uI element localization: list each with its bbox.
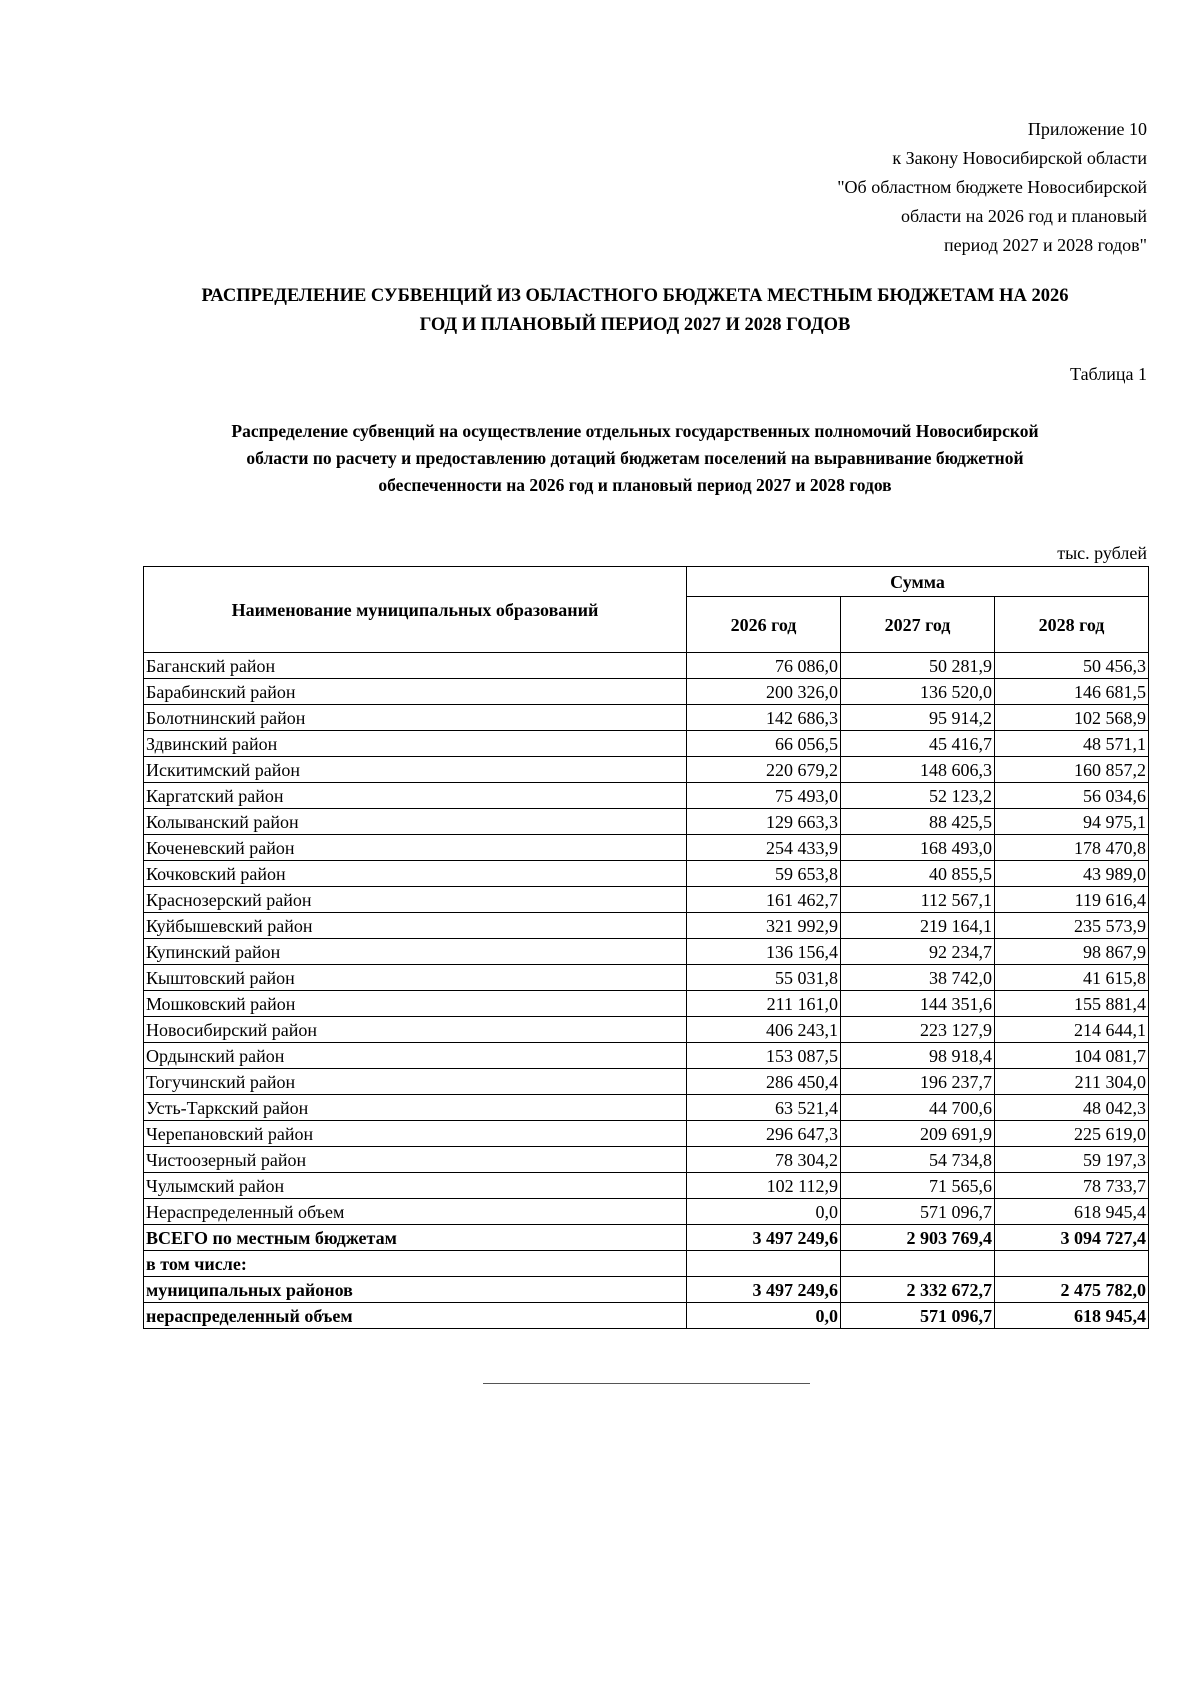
table-row: [144, 861, 1149, 887]
value-2027-cell: 45 416,7: [841, 731, 995, 757]
value-2027-cell: 98 918,4: [841, 1043, 995, 1069]
value-2026-cell: 254 433,9: [687, 835, 841, 861]
municipality-name-cell: Мошковский район: [144, 991, 687, 1017]
value-2028-cell: 2 475 782,0: [995, 1277, 1149, 1303]
value-2027-cell: 168 493,0: [841, 835, 995, 861]
municipality-name-cell: Здвинский район: [144, 731, 687, 757]
sum-column-header: Сумма: [687, 567, 1149, 597]
value-2027-cell: 148 606,3: [841, 757, 995, 783]
value-2028-cell: 214 644,1: [995, 1017, 1149, 1043]
value-2028-cell: 3 094 727,4: [995, 1225, 1149, 1251]
municipality-name-cell: Чулымский район: [144, 1173, 687, 1199]
value-2028-cell: 41 615,8: [995, 965, 1149, 991]
main-title-line: ГОД И ПЛАНОВЫЙ ПЕРИОД 2027 И 2028 ГОДОВ: [419, 315, 851, 335]
value-2028-cell: 48 042,3: [995, 1095, 1149, 1121]
value-2026-cell: 59 653,8: [687, 861, 841, 887]
table-body: [144, 653, 1149, 1329]
total-row: [144, 1277, 1149, 1303]
municipality-name-cell: Ордынский район: [144, 1043, 687, 1069]
value-2028-cell: [995, 1251, 1149, 1277]
value-2026-cell: 211 161,0: [687, 991, 841, 1017]
total-row: [144, 1303, 1149, 1329]
value-2028-cell: 98 867,9: [995, 939, 1149, 965]
value-2026-cell: 78 304,2: [687, 1147, 841, 1173]
table-row: [144, 1043, 1149, 1069]
value-2026-cell: 142 686,3: [687, 705, 841, 731]
value-2026-cell: 63 521,4: [687, 1095, 841, 1121]
appendix-line: период 2027 и 2028 годов": [944, 235, 1147, 255]
value-2027-cell: 223 127,9: [841, 1017, 995, 1043]
table-row: [144, 939, 1149, 965]
value-2026-cell: 296 647,3: [687, 1121, 841, 1147]
value-2026-cell: 75 493,0: [687, 783, 841, 809]
table-row: [144, 809, 1149, 835]
value-2028-cell: 119 616,4: [995, 887, 1149, 913]
appendix-header: [837, 115, 1147, 260]
municipality-name-cell: Тогучинский район: [144, 1069, 687, 1095]
table-title-line: области по расчету и предоставлению дотаций бюджетам поселений на выравнивание бюджетной: [246, 448, 1024, 468]
municipality-name-cell: Каргатский район: [144, 783, 687, 809]
appendix-line: области на 2026 год и плановый: [901, 206, 1147, 226]
value-2027-cell: 219 164,1: [841, 913, 995, 939]
value-2028-cell: 211 304,0: [995, 1069, 1149, 1095]
value-2027-cell: 2 903 769,4: [841, 1225, 995, 1251]
table-title-line: Распределение субвенций на осуществление отдельных государственных полномочий Новосибирской: [231, 421, 1039, 441]
municipality-name-cell: Краснозерский район: [144, 887, 687, 913]
table-row: [144, 1017, 1149, 1043]
main-title-line: РАСПРЕДЕЛЕНИЕ СУБВЕНЦИЙ ИЗ ОБЛАСТНОГО БЮДЖЕТА МЕСТНЫМ БЮДЖЕТАМ НА 2026: [201, 286, 1069, 306]
table-row: [144, 757, 1149, 783]
value-2027-cell: 50 281,9: [841, 653, 995, 679]
value-2026-cell: 321 992,9: [687, 913, 841, 939]
municipality-name-cell: Черепановский район: [144, 1121, 687, 1147]
table-row: [144, 1069, 1149, 1095]
municipality-name-cell: Новосибирский район: [144, 1017, 687, 1043]
value-2027-cell: 209 691,9: [841, 1121, 995, 1147]
value-2027-cell: 2 332 672,7: [841, 1277, 995, 1303]
value-2026-cell: 55 031,8: [687, 965, 841, 991]
table-row: [144, 731, 1149, 757]
value-2028-cell: 225 619,0: [995, 1121, 1149, 1147]
value-2026-cell: 406 243,1: [687, 1017, 841, 1043]
value-2028-cell: 178 470,8: [995, 835, 1149, 861]
value-2028-cell: 59 197,3: [995, 1147, 1149, 1173]
table-row: [144, 991, 1149, 1017]
value-2026-cell: 136 156,4: [687, 939, 841, 965]
table-row: [144, 679, 1149, 705]
value-2027-cell: 44 700,6: [841, 1095, 995, 1121]
main-title: [140, 282, 1130, 340]
value-2026-cell: 0,0: [687, 1303, 841, 1329]
value-2026-cell: 102 112,9: [687, 1173, 841, 1199]
value-2028-cell: 102 568,9: [995, 705, 1149, 731]
value-2027-cell: [841, 1251, 995, 1277]
value-2028-cell: 235 573,9: [995, 913, 1149, 939]
table-title: [140, 418, 1130, 499]
value-2027-cell: 112 567,1: [841, 887, 995, 913]
value-2028-cell: 50 456,3: [995, 653, 1149, 679]
table-label: Таблица 1: [1070, 364, 1147, 384]
year-2028-header: 2028 год: [995, 597, 1149, 653]
value-2028-cell: 94 975,1: [995, 809, 1149, 835]
value-2026-cell: 3 497 249,6: [687, 1225, 841, 1251]
total-row: [144, 1251, 1149, 1277]
municipality-name-cell: Кыштовский район: [144, 965, 687, 991]
table-title-line: обеспеченности на 2026 год и плановый период 2027 и 2028 годов: [378, 475, 892, 495]
municipality-name-cell: Купинский район: [144, 939, 687, 965]
municipality-name-cell: Чистоозерный район: [144, 1147, 687, 1173]
value-2028-cell: 48 571,1: [995, 731, 1149, 757]
value-2027-cell: 38 742,0: [841, 965, 995, 991]
value-2027-cell: 92 234,7: [841, 939, 995, 965]
table-row: [144, 783, 1149, 809]
value-2027-cell: 52 123,2: [841, 783, 995, 809]
municipality-name-cell: Искитимский район: [144, 757, 687, 783]
value-2027-cell: 95 914,2: [841, 705, 995, 731]
value-2028-cell: 160 857,2: [995, 757, 1149, 783]
value-2027-cell: 571 096,7: [841, 1199, 995, 1225]
value-2026-cell: 66 056,5: [687, 731, 841, 757]
value-2028-cell: 146 681,5: [995, 679, 1149, 705]
value-2026-cell: 200 326,0: [687, 679, 841, 705]
municipality-name-cell: муниципальных районов: [144, 1277, 687, 1303]
municipality-column-header: Наименование муниципальных образований: [144, 567, 687, 653]
table-row: [144, 653, 1149, 679]
table-row: [144, 705, 1149, 731]
value-2027-cell: 88 425,5: [841, 809, 995, 835]
municipality-name-cell: Колыванский район: [144, 809, 687, 835]
municipality-name-cell: Кочковский район: [144, 861, 687, 887]
value-2026-cell: 161 462,7: [687, 887, 841, 913]
table-row: [144, 1199, 1149, 1225]
table-row: [144, 1095, 1149, 1121]
municipality-name-cell: Усть-Таркский район: [144, 1095, 687, 1121]
value-2026-cell: 3 497 249,6: [687, 1277, 841, 1303]
municipality-name-cell: Баганский район: [144, 653, 687, 679]
municipality-name-cell: в том числе:: [144, 1251, 687, 1277]
appendix-line: к Закону Новосибирской области: [892, 148, 1147, 168]
value-2028-cell: 618 945,4: [995, 1199, 1149, 1225]
value-2027-cell: 144 351,6: [841, 991, 995, 1017]
municipality-name-cell: Нераспределенный объем: [144, 1199, 687, 1225]
value-2026-cell: 76 086,0: [687, 653, 841, 679]
value-2027-cell: 136 520,0: [841, 679, 995, 705]
table-row: [144, 1147, 1149, 1173]
footer-divider: [483, 1383, 810, 1384]
municipality-name-cell: ВСЕГО по местным бюджетам: [144, 1225, 687, 1251]
value-2026-cell: 0,0: [687, 1199, 841, 1225]
value-2028-cell: 56 034,6: [995, 783, 1149, 809]
municipality-name-cell: Куйбышевский район: [144, 913, 687, 939]
table-row: [144, 913, 1149, 939]
value-2026-cell: 286 450,4: [687, 1069, 841, 1095]
municipality-name-cell: Барабинский район: [144, 679, 687, 705]
units-label: тыс. рублей: [1057, 543, 1147, 563]
subvention-table: [143, 566, 1149, 1329]
value-2028-cell: 78 733,7: [995, 1173, 1149, 1199]
value-2026-cell: 220 679,2: [687, 757, 841, 783]
appendix-line: Приложение 10: [1027, 119, 1147, 139]
table-row: [144, 887, 1149, 913]
value-2028-cell: 618 945,4: [995, 1303, 1149, 1329]
value-2027-cell: 196 237,7: [841, 1069, 995, 1095]
year-2026-header: 2026 год: [687, 597, 841, 653]
total-row: [144, 1225, 1149, 1251]
value-2026-cell: 153 087,5: [687, 1043, 841, 1069]
value-2028-cell: 155 881,4: [995, 991, 1149, 1017]
municipality-name-cell: нераспределенный объем: [144, 1303, 687, 1329]
value-2026-cell: [687, 1251, 841, 1277]
value-2027-cell: 40 855,5: [841, 861, 995, 887]
value-2028-cell: 43 989,0: [995, 861, 1149, 887]
value-2027-cell: 571 096,7: [841, 1303, 995, 1329]
municipality-name-cell: Коченевский район: [144, 835, 687, 861]
value-2026-cell: 129 663,3: [687, 809, 841, 835]
value-2028-cell: 104 081,7: [995, 1043, 1149, 1069]
value-2027-cell: 71 565,6: [841, 1173, 995, 1199]
year-2027-header: 2027 год: [841, 597, 995, 653]
table-row: [144, 1173, 1149, 1199]
table-row: [144, 1121, 1149, 1147]
municipality-name-cell: Болотнинский район: [144, 705, 687, 731]
appendix-line: "Об областном бюджете Новосибирской: [837, 177, 1147, 197]
value-2027-cell: 54 734,8: [841, 1147, 995, 1173]
table-row: [144, 835, 1149, 861]
table-row: [144, 965, 1149, 991]
